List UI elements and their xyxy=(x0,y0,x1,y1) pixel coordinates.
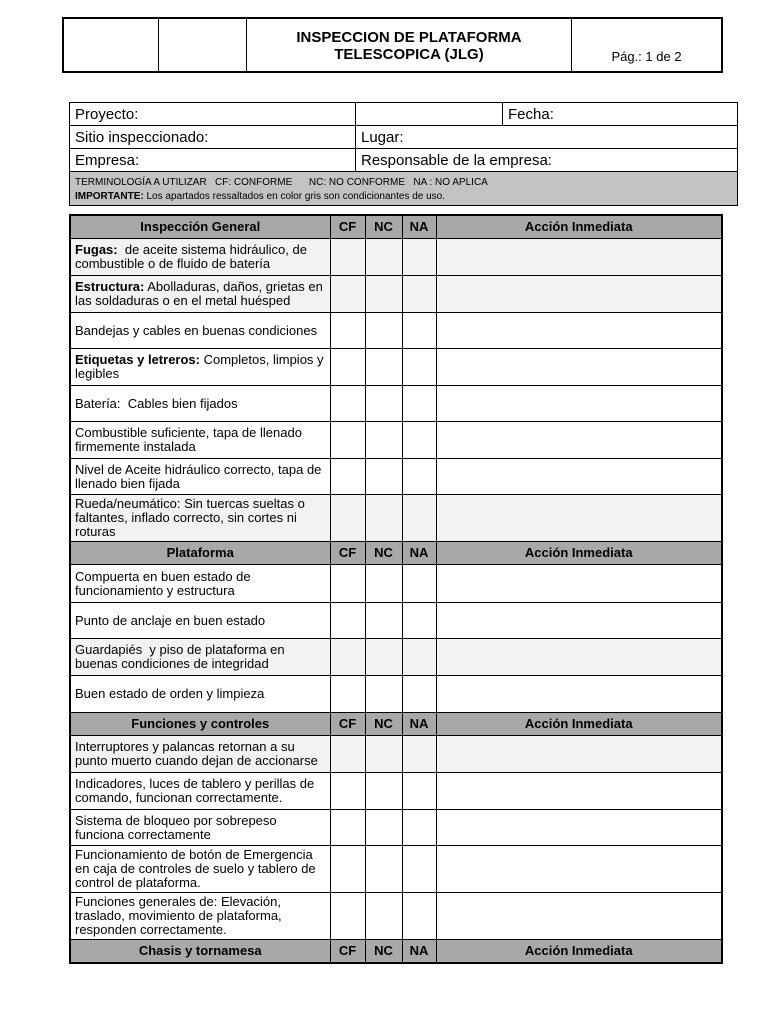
checklist-row xyxy=(70,459,722,495)
item-description: Rueda/neumático: Sin tuercas sueltas o faltantes, inflado correcto, sin cortes ni roturas xyxy=(75,496,309,539)
cf-check-cell[interactable] xyxy=(330,495,365,542)
cf-check-cell[interactable] xyxy=(330,893,365,940)
item-description: Nivel de Aceite hidráulico correcto, tapa de llenado bien fijada xyxy=(75,461,326,491)
importante-label: IMPORTANTE: xyxy=(75,190,144,202)
cf-check-cell[interactable] xyxy=(330,810,365,846)
column-cf-header: CF xyxy=(330,940,365,964)
item-description: Combustible suficiente, tapa de llenado firmemente instalada xyxy=(75,425,306,454)
column-na-header: NA xyxy=(402,542,436,565)
cf-check-cell[interactable] xyxy=(330,846,365,893)
item-description: Guardapiés y piso de plataforma en buenas condiciones de integridad xyxy=(75,642,289,671)
section-title: Chasis y tornamesa xyxy=(70,940,330,964)
checklist-item-text xyxy=(70,846,330,893)
na-check-cell[interactable] xyxy=(402,349,436,386)
checklist-row xyxy=(70,386,722,422)
section-header-row xyxy=(70,215,722,239)
proyecto-field-ext[interactable] xyxy=(356,103,503,126)
item-description: Indicadores, luces de tablero y perillas de comando, funcionan correctamente. xyxy=(75,776,318,805)
importante-text: Los apartados ressaltados en color gris son condicionantes de uso. xyxy=(143,190,445,202)
checklist-row xyxy=(70,276,722,313)
item-description: Abolladuras, daños, grietas en las soldaduras o en el metal huésped xyxy=(75,279,327,308)
na-check-cell[interactable] xyxy=(402,313,436,349)
column-na-header: NA xyxy=(402,940,436,964)
document-header xyxy=(62,17,723,73)
cf-check-cell[interactable] xyxy=(330,603,365,639)
nc-check-cell[interactable] xyxy=(365,422,402,459)
column-nc-header: NC xyxy=(365,940,402,964)
checklist-row xyxy=(70,810,722,846)
responsable-field[interactable]: Responsable de la empresa: xyxy=(356,149,738,172)
na-check-cell[interactable] xyxy=(402,676,436,713)
checklist-item-text xyxy=(70,495,330,542)
item-description: Bandejas y cables en buenas condiciones xyxy=(75,322,318,338)
nc-check-cell[interactable] xyxy=(365,495,402,542)
column-nc-header: NC xyxy=(365,542,402,565)
checklist-row xyxy=(70,639,722,676)
accion-inmediata-cell[interactable] xyxy=(436,810,722,846)
column-accion-header: Acción Inmediata xyxy=(436,542,722,565)
checklist-item-text xyxy=(70,349,330,386)
accion-inmediata-cell[interactable] xyxy=(436,276,722,313)
item-bold-label: Estructura: xyxy=(75,279,145,294)
cf-check-cell[interactable] xyxy=(330,422,365,459)
nc-check-cell[interactable] xyxy=(365,639,402,676)
na-check-cell[interactable] xyxy=(402,495,436,542)
column-nc-header: NC xyxy=(365,713,402,736)
empresa-field[interactable]: Empresa: xyxy=(70,149,356,172)
checklist-item-text xyxy=(70,239,330,276)
cf-check-cell[interactable] xyxy=(330,313,365,349)
checklist-row xyxy=(70,603,722,639)
na-check-cell[interactable] xyxy=(402,893,436,940)
na-check-cell[interactable] xyxy=(402,639,436,676)
title-line-2: TELESCOPICA (JLG) xyxy=(334,46,484,63)
checklist-item-text xyxy=(70,313,330,349)
nc-check-cell[interactable] xyxy=(365,603,402,639)
column-na-header: NA xyxy=(402,215,436,239)
accion-inmediata-cell[interactable] xyxy=(436,846,722,893)
checklist-row xyxy=(70,773,722,810)
accion-inmediata-cell[interactable] xyxy=(436,603,722,639)
item-description: Batería: Cables bien fijados xyxy=(75,395,238,411)
checklist-table xyxy=(69,214,723,964)
checklist-item-text xyxy=(70,386,330,422)
nc-check-cell[interactable] xyxy=(365,349,402,386)
accion-inmediata-cell[interactable] xyxy=(436,495,722,542)
cf-check-cell[interactable] xyxy=(330,676,365,713)
cf-check-cell[interactable] xyxy=(330,565,365,603)
section-title: Plataforma xyxy=(70,542,330,565)
title-line-1: INSPECCION DE PLATAFORMA xyxy=(296,29,522,46)
na-check-cell[interactable] xyxy=(402,422,436,459)
accion-inmediata-cell[interactable] xyxy=(436,386,722,422)
na-check-cell[interactable] xyxy=(402,846,436,893)
item-description: Funcionamiento de botón de Emergencia en caja de controles de suelo y tablero de control de plataforma. xyxy=(75,847,320,890)
section-title: Inspección General xyxy=(70,215,330,239)
section-header-row xyxy=(70,713,722,736)
cf-check-cell[interactable] xyxy=(330,276,365,313)
na-check-cell[interactable] xyxy=(402,773,436,810)
column-cf-header: CF xyxy=(330,542,365,565)
checklist-item-text xyxy=(70,459,330,495)
cf-check-cell[interactable] xyxy=(330,639,365,676)
checklist-item-text xyxy=(70,810,330,846)
accion-inmediata-cell[interactable] xyxy=(436,422,722,459)
lugar-field[interactable]: Lugar: xyxy=(356,126,738,149)
na-check-cell[interactable] xyxy=(402,565,436,603)
nc-check-cell[interactable] xyxy=(365,276,402,313)
checklist-item-text xyxy=(70,276,330,313)
item-description: Compuerta en buen estado de funcionamiento y estructura xyxy=(75,568,255,598)
na-check-cell[interactable] xyxy=(402,736,436,773)
na-check-cell[interactable] xyxy=(402,459,436,495)
column-accion-header: Acción Inmediata xyxy=(436,215,722,239)
na-check-cell[interactable] xyxy=(402,603,436,639)
item-bold-label: Fugas: xyxy=(75,242,118,257)
page-number: Pág.: 1 de 2 xyxy=(572,18,723,72)
checklist-row xyxy=(70,239,722,276)
item-bold-label: Etiquetas y letreros: xyxy=(75,352,200,367)
item-description: Punto de anclaje en buen estado xyxy=(75,612,266,628)
checklist-row xyxy=(70,495,722,542)
checklist-item-text xyxy=(70,603,330,639)
nc-check-cell[interactable] xyxy=(365,313,402,349)
accion-inmediata-cell[interactable] xyxy=(436,459,722,495)
accion-inmediata-cell[interactable] xyxy=(436,893,722,940)
item-description: Buen estado de orden y limpieza xyxy=(75,686,265,701)
nc-check-cell[interactable] xyxy=(365,676,402,713)
item-description: de aceite sistema hidráulico, de combustible o de fluido de batería xyxy=(75,242,311,271)
item-description: Completos, limpios y legibles xyxy=(75,352,328,381)
cf-check-cell[interactable] xyxy=(330,773,365,810)
logo-cell xyxy=(63,18,159,72)
checklist-row xyxy=(70,349,722,386)
checklist-row xyxy=(70,893,722,940)
cf-check-cell[interactable] xyxy=(330,349,365,386)
checklist-row xyxy=(70,846,722,893)
column-cf-header: CF xyxy=(330,713,365,736)
section-header-row xyxy=(70,542,722,565)
checklist-item-text xyxy=(70,773,330,810)
checklist-item-text xyxy=(70,676,330,713)
accion-inmediata-cell[interactable] xyxy=(436,349,722,386)
section-title: Funciones y controles xyxy=(70,713,330,736)
accion-inmediata-cell[interactable] xyxy=(436,639,722,676)
cf-check-cell[interactable] xyxy=(330,239,365,276)
column-na-header: NA xyxy=(402,713,436,736)
nc-check-cell[interactable] xyxy=(365,893,402,940)
code-cell xyxy=(159,18,247,72)
accion-inmediata-cell[interactable] xyxy=(436,239,722,276)
na-check-cell[interactable] xyxy=(402,386,436,422)
fecha-field[interactable]: Fecha: xyxy=(503,103,738,126)
accion-inmediata-cell[interactable] xyxy=(436,313,722,349)
item-description: Funciones generales de: Elevación, traslado, movimiento de plataforma, responden correctamente. xyxy=(75,894,286,937)
accion-inmediata-cell[interactable] xyxy=(436,773,722,810)
column-accion-header: Acción Inmediata xyxy=(436,940,722,964)
document-title xyxy=(247,18,572,72)
checklist-row xyxy=(70,736,722,773)
checklist-item-text xyxy=(70,736,330,773)
na-check-cell[interactable] xyxy=(402,810,436,846)
na-check-cell[interactable] xyxy=(402,239,436,276)
terminologia-note: TERMINOLOGÍA A UTILIZAR CF: CONFORME NC: NO CONFORME NA : NO APLICA xyxy=(70,172,738,190)
checklist-item-text xyxy=(70,422,330,459)
accion-inmediata-cell[interactable] xyxy=(436,676,722,713)
accion-inmediata-cell[interactable] xyxy=(436,565,722,603)
accion-inmediata-cell[interactable] xyxy=(436,736,722,773)
column-nc-header: NC xyxy=(365,215,402,239)
nc-check-cell[interactable] xyxy=(365,459,402,495)
item-description: Interruptores y palancas retornan a su punto muerto cuando dejan de accionarse xyxy=(75,739,318,768)
item-description: Sistema de bloqueo por sobrepeso funciona correctamente xyxy=(75,812,281,842)
checklist-row xyxy=(70,422,722,459)
cf-check-cell[interactable] xyxy=(330,736,365,773)
nc-check-cell[interactable] xyxy=(365,810,402,846)
nc-check-cell[interactable] xyxy=(365,386,402,422)
checklist-item-text xyxy=(70,639,330,676)
nc-check-cell[interactable] xyxy=(365,736,402,773)
checklist-item-text xyxy=(70,565,330,603)
section-header-row xyxy=(70,940,722,964)
sitio-field[interactable]: Sitio inspeccionado: xyxy=(70,126,356,149)
info-block xyxy=(69,102,738,206)
cf-check-cell[interactable] xyxy=(330,386,365,422)
checklist-row xyxy=(70,565,722,603)
nc-check-cell[interactable] xyxy=(365,846,402,893)
na-check-cell[interactable] xyxy=(402,276,436,313)
checklist-row xyxy=(70,313,722,349)
nc-check-cell[interactable] xyxy=(365,239,402,276)
column-accion-header: Acción Inmediata xyxy=(436,713,722,736)
nc-check-cell[interactable] xyxy=(365,565,402,603)
checklist-item-text xyxy=(70,893,330,940)
cf-check-cell[interactable] xyxy=(330,459,365,495)
importante-note xyxy=(70,189,738,206)
nc-check-cell[interactable] xyxy=(365,773,402,810)
proyecto-field[interactable]: Proyecto: xyxy=(70,103,356,126)
checklist-row xyxy=(70,676,722,713)
column-cf-header: CF xyxy=(330,215,365,239)
